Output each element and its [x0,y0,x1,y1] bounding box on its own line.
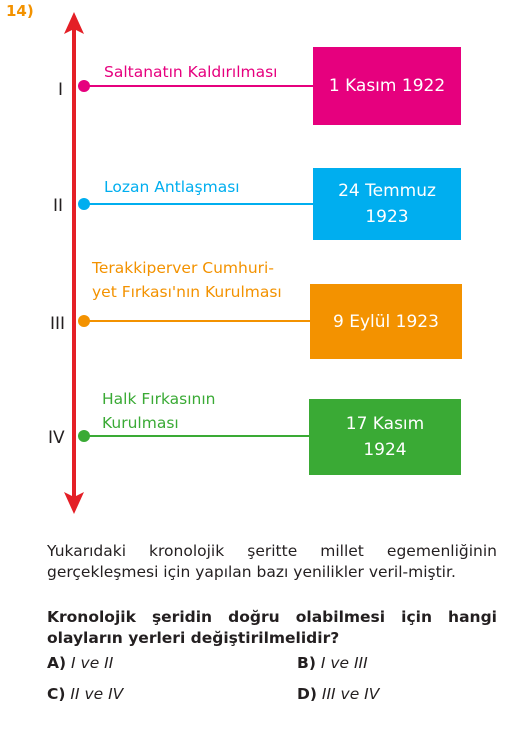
question-number: 14) [6,2,34,20]
date-box-ii [313,168,461,240]
connector-dot-i [78,80,90,92]
option-b[interactable] [297,654,368,672]
option-letter: D) [297,685,317,703]
event-line: Saltanatın Kaldırılması [104,63,278,81]
date-text: 1923 [365,207,409,227]
event-line: Lozan Antlaşması [104,178,240,196]
event-line: Halk Fırkasının [102,390,216,408]
date-text: 17 Kasım [345,414,425,434]
connector-dot-ii [78,198,90,210]
option-c[interactable] [47,685,123,703]
option-letter: C) [47,685,66,703]
intro-paragraph: Yukarıdaki kronolojik şeritte millet egemenliğinin gerçekleşmesi için yapılan bazı yenilikler veril-miştir. [47,542,497,581]
event-label-i [104,60,277,84]
date-text: 9 Eylül 1923 [333,311,439,332]
roman-numeral-i: I [58,80,64,100]
date-box-iv [309,399,461,475]
connector-dot-iii [78,315,90,327]
event-label-ii [104,175,240,199]
date-box-iii [310,284,462,359]
option-letter: A) [47,654,67,672]
date-box-i [313,47,461,125]
option-letter: B) [297,654,316,672]
roman-numeral-iii: III [50,314,66,334]
event-label-iii [92,256,282,304]
connector-dot-iv [78,430,90,442]
option-text: I ve III [320,654,368,672]
option-d[interactable] [297,685,379,703]
date-text: 24 Temmuz [338,181,436,201]
date-text: 1 Kasım 1922 [328,76,446,96]
roman-numeral-ii: II [53,196,64,216]
option-text: III ve IV [321,685,380,703]
event-line: yet Fırkası'nın Kurulması [92,283,282,301]
event-line: Kurulması [102,414,179,432]
option-text: I ve II [71,654,114,672]
date-text: 1924 [363,440,407,460]
roman-numeral-iv: IV [48,428,65,448]
event-line: Terakkiperver Cumhuri- [92,259,274,277]
option-a[interactable] [47,654,113,672]
option-text: II ve IV [70,685,124,703]
event-label-iv [102,387,216,435]
question-stem: Kronolojik şeridin doğru olabilmesi için hangi olayların yerleri değiştirilmelidir? [47,608,497,647]
